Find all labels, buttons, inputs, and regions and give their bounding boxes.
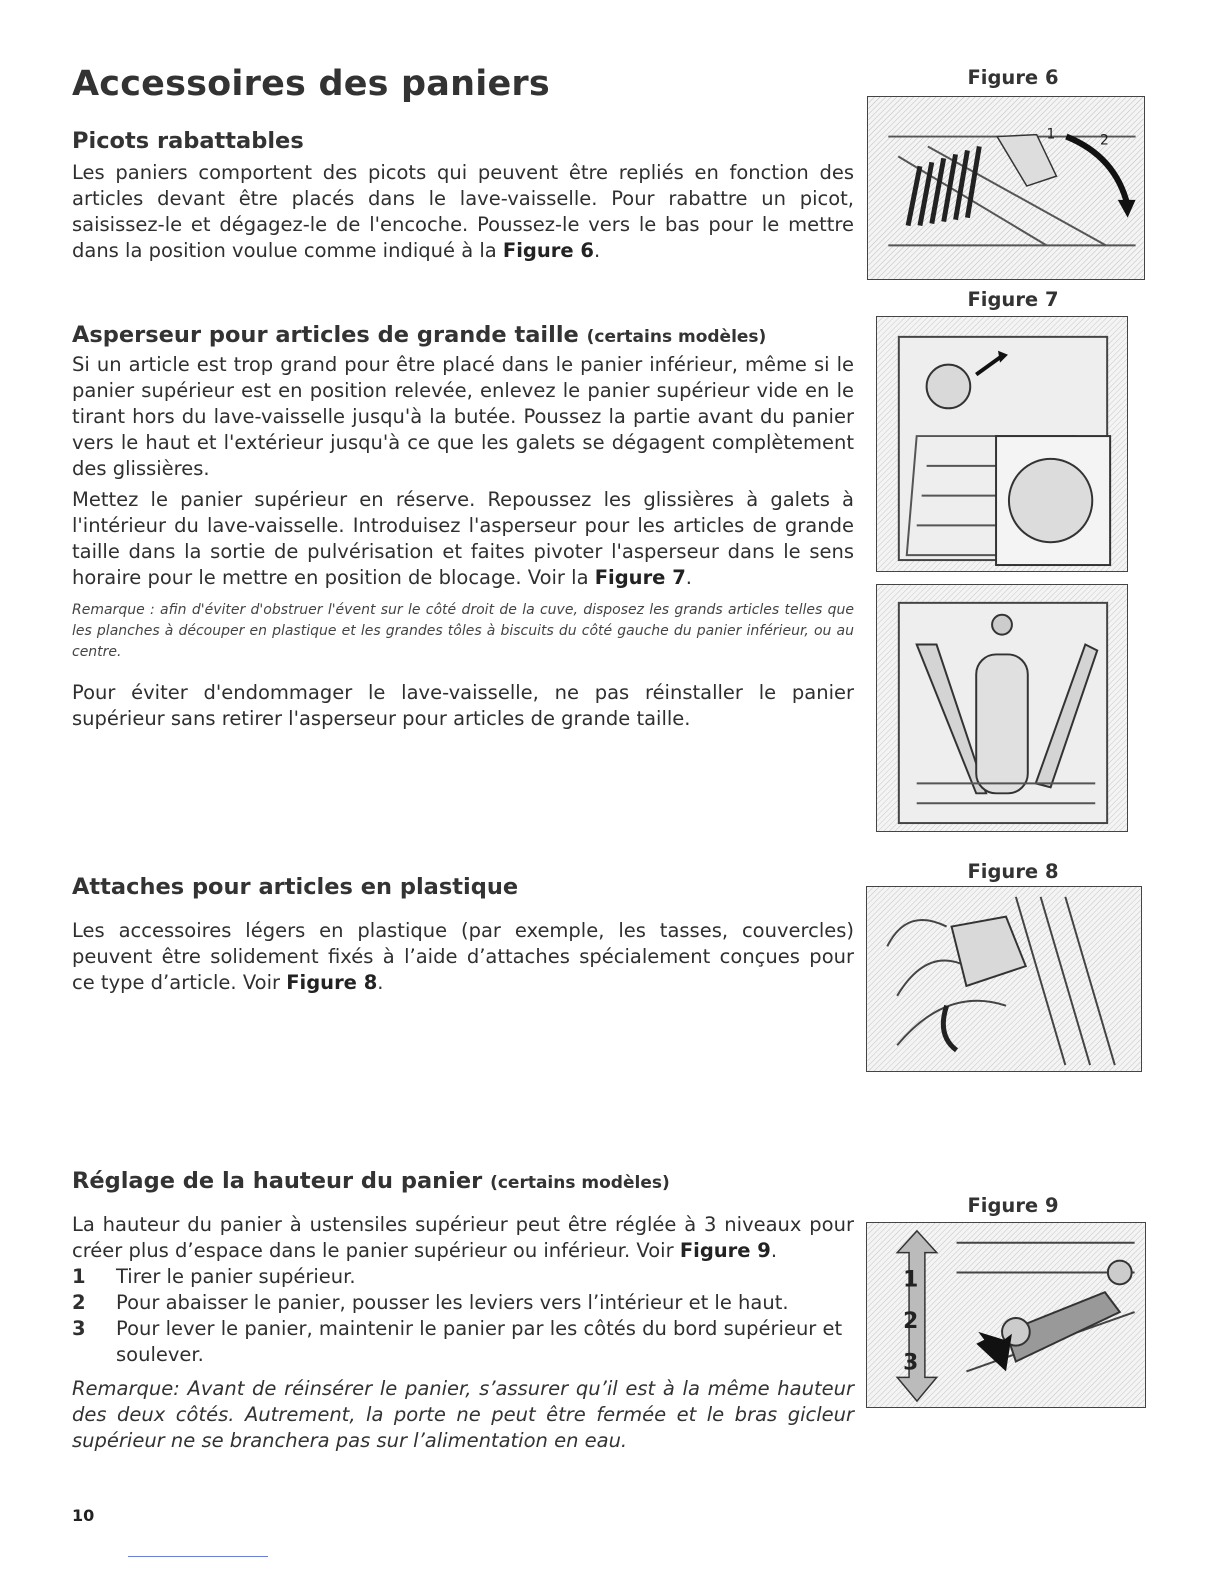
step-text: Pour lever le panier, maintenir le panier par les côtés du bord supérieur et soulever. <box>116 1317 843 1366</box>
figure-6-image <box>867 96 1145 280</box>
attaches-text-end: . <box>377 971 384 994</box>
figure-6-mark-1: 1 <box>1046 126 1056 143</box>
figure-7-ref: Figure 7 <box>594 566 686 589</box>
level-3-mark: 3 <box>903 1350 919 1376</box>
figure-9-label: Figure 9 <box>967 1194 1059 1217</box>
step-number: 2 <box>72 1291 86 1314</box>
asperseur-heading-models: (certains modèles) <box>586 327 767 347</box>
section-heading-asperseur <box>72 322 854 348</box>
reglage-note: Remarque: Avant de réinsérer le panier, s’assurer qu’il est à la même hauteur des deux côtés. Autrement, la porte ne peut être fermée et le bras gicleur supérieur ne se branchera pas sur l’alimentation en eau. <box>72 1377 854 1452</box>
asperseur-paragraph-1: Si un article est trop grand pour être placé dans le panier inférieur, même si le panier supérieur est en position relevée, enlevez le panier supérieur vide en le tirant hors du lave-vaisselle jusqu'à la butée. Poussez la partie avant du panier vers le haut et l'extérieur jusqu'à ce que les galets se dégagent complètement des glissières. <box>72 353 854 480</box>
reglage-heading-main: Réglage de la hauteur du panier <box>72 1168 483 1194</box>
attaches-paragraph <box>72 918 854 996</box>
list-item <box>72 1264 854 1290</box>
basket-height-illustration <box>867 1223 1145 1407</box>
section-heading-attaches: Attaches pour articles en plastique <box>72 874 519 900</box>
reglage-heading-models: (certains modèles) <box>490 1173 670 1193</box>
figure-6-ref: Figure 6 <box>502 239 594 262</box>
figure-6-mark-2: 2 <box>1099 132 1109 149</box>
figure-7-image-bottom <box>876 584 1128 832</box>
step-text: Tirer le panier supérieur. <box>116 1265 356 1288</box>
list-item <box>72 1290 854 1316</box>
footer-divider <box>128 1556 268 1557</box>
section-heading-picots: Picots rabattables <box>72 128 304 154</box>
plastic-clip-illustration <box>867 887 1141 1071</box>
level-2-mark: 2 <box>903 1308 919 1334</box>
asperseur-p2-text: Mettez le panier supérieur en réserve. Repoussez les glissières à galets à l'intérieur du lave-vaisselle. Introduisez l'asperseur pour les articles de grande taille dans la sortie de pulvérisation et faites pivoter l'asperseur dans le sens horaire pour le mettre en position de blocage. Voir la <box>72 488 854 589</box>
asperseur-paragraph-3: Pour éviter d'endommager le lave-vaisselle, ne pas réinstaller le panier supérieur sans retirer l'asperseur pour articles de grande taille. <box>72 681 854 730</box>
page-title: Accessoires des paniers <box>72 64 550 104</box>
spray-head-illustration <box>877 317 1127 571</box>
step-number: 3 <box>72 1317 86 1340</box>
asperseur-p2-end: . <box>685 566 692 589</box>
level-1-mark: 1 <box>903 1267 919 1293</box>
asperseur-paragraph-2 <box>72 487 854 591</box>
step-number: 1 <box>72 1265 86 1288</box>
figure-8-ref: Figure 8 <box>286 971 378 994</box>
figure-7-image-top <box>876 316 1128 572</box>
rack-tines-illustration <box>868 97 1144 279</box>
figure-8-label: Figure 8 <box>967 860 1059 883</box>
reglage-intro <box>72 1212 854 1264</box>
figure-6-label: Figure 6 <box>967 66 1059 89</box>
attaches-text: Les accessoires légers en plastique (par exemple, les tasses, couvercles) peuvent être solidement fixés à l’aide d’attaches spécialement conçues pour ce type d’article. Voir <box>72 919 854 994</box>
asperseur-note: Remarque : afin d'éviter d'obstruer l'évent sur le côté droit de la cuve, disposez les grands articles telles que les planches à découper en plastique et les grandes tôles à biscuits du côté gauche du panier inférieur, ou au centre. <box>72 602 854 660</box>
reglage-intro-end: . <box>770 1239 778 1262</box>
figure-8-image <box>866 886 1142 1072</box>
picots-text: Les paniers comportent des picots qui peuvent être repliés en fonction des articles devant être placés dans le lave-vaisselle. Pour rabattre un picot, saisissez-le et dégagez-le de l'encoche. Poussez-le vers le bas pour le mettre dans la position voulue comme indiqué à la <box>72 161 854 262</box>
picots-text-end: . <box>593 239 601 262</box>
section-heading-reglage <box>72 1168 854 1194</box>
section-text-picots <box>72 160 854 264</box>
reglage-steps <box>72 1264 854 1368</box>
asperseur-heading-main: Asperseur pour articles de grande taille <box>72 322 579 348</box>
figure-9-ref: Figure 9 <box>679 1239 771 1262</box>
figure-9-image <box>866 1222 1146 1408</box>
reglage-intro-text: La hauteur du panier à ustensiles supérieur peut être réglée à 3 niveaux pour créer plus d’espace dans le panier supérieur ou inférieur. Voir <box>72 1213 854 1262</box>
step-text: Pour abaisser le panier, pousser les leviers vers l’intérieur et le haut. <box>116 1291 789 1314</box>
list-item <box>72 1316 854 1368</box>
page-number: 10 <box>72 1506 95 1525</box>
large-items-basket-illustration <box>877 585 1127 831</box>
figure-7-label: Figure 7 <box>967 288 1059 311</box>
